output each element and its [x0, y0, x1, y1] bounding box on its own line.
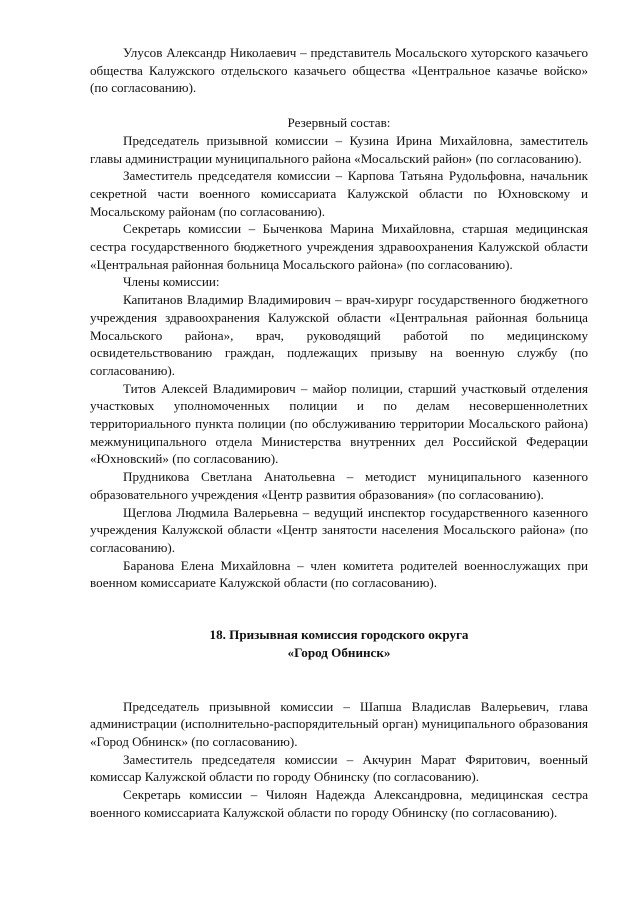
reserve-deputy: Заместитель председателя комиссии – Карпова Татьяна Рудольфовна, начальник секретной части военного комиссариата Калужской области по Юхновскому и Мосальскому районам (по согласованию). — [90, 168, 588, 219]
obninsk-chairman: Председатель призывной комиссии – Шапша Владислав Валерьевич, глава администрации (исполнительно-распорядительный орган) муниципального образования «Город Обнинск» (по согласованию). — [90, 698, 588, 749]
obninsk-secretary: Секретарь комиссии – Чилоян Надежда Александровна, медицинская сестра военного комиссариата Калужской области по городу Обнинску (по согласованию). — [90, 787, 588, 820]
obninsk-deputy: Заместитель председателя комиссии – Акчурин Марат Фяритович, военный комиссар Калужской области по городу Обнинску (по согласованию). — [90, 751, 588, 785]
member-baranova: Баранова Елена Михайловна – член комитета родителей военнослужащих при военном комиссариате Калужской области (по согласованию). — [90, 557, 588, 591]
reserve-heading: Резервный состав: — [287, 115, 391, 131]
spacer — [90, 662, 588, 698]
reserve-secretary: Секретарь комиссии – Быченкова Марина Михайловна, старшая медицинская сестра государственного бюджетного учреждения здравоохранения Калужской области «Центральная районная больница Мосальского района» (по согласованию). — [90, 221, 588, 272]
section-18-heading-line1: 18. Призывная комиссия городского округа — [209, 627, 469, 643]
reserve-chairman: Председатель призывной комиссии – Кузина Ирина Михайловна, заместитель главы администрации муниципального района «Мосальский район» (по согласованию). — [90, 132, 588, 166]
member-ulusov: Улусов Александр Николаевич – представитель Мосальского хуторского казачьего общества Калужского отдельского казачьего общества «Центральное казачье войско» (по согласованию). — [90, 45, 588, 96]
member-shcheglova: Щеглова Людмила Валерьевна – ведущий инспектор государственного казенного учреждения Калужской области «Центр занятости населения Мосальского района» (по согласованию). — [90, 504, 588, 555]
section-18-heading-line2: «Город Обнинск» — [287, 644, 391, 660]
member-titov: Титов Алексей Владимирович – майор полиции, старший участковый отделения участковых уполномоченных полиции и по делам несовершеннолетних территориального пункта полиции (по обслуживанию территории Мосальского района) межмуниципального отдела Министерства внутренних дел Российской Федерации «Юхновский» (по согласованию). — [90, 380, 588, 467]
member-prudnikova: Прудникова Светлана Анатольевна – методист муниципального казенного образовательного учреждения «Центр развития образования» (по согласованию). — [90, 469, 588, 502]
document-body — [90, 44, 588, 821]
spacer — [90, 592, 588, 626]
member-kapitanov: Капитанов Владимир Владимирович – врач-хирург государственного бюджетного учреждения здравоохранения Калужской области «Центральная районная больница Мосальского района», врач, руководящий работой по медицинскому освидетельствованию граждан, подлежащих призыву на военную службу (по согласованию). — [90, 292, 588, 378]
members-heading: Члены комиссии: — [123, 274, 220, 290]
